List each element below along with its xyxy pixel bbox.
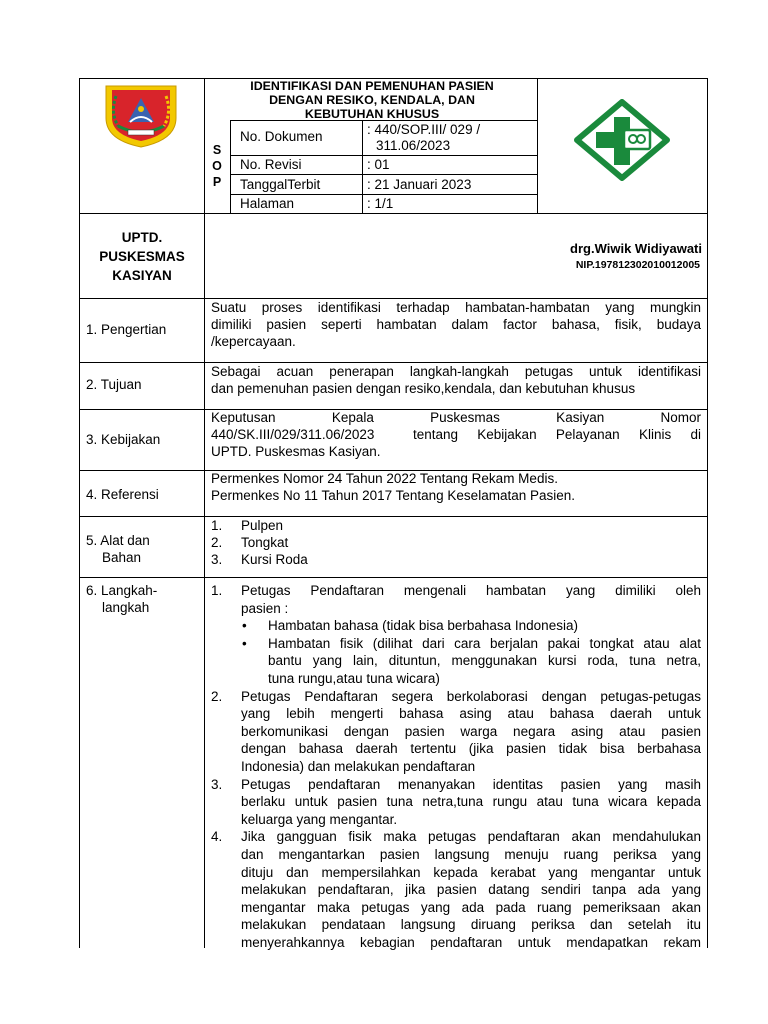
section-label-alat-bahan [86, 532, 150, 566]
text-line: dimiliki pasien seperti hambatan dalam factor bahasa, fisik, budaya [211, 316, 701, 332]
text-line: melakukan pendataan langsung diruang periksa dan setelah itu [241, 917, 701, 933]
text-line: berlaku untuk pasien tuna netra,tuna rungu atau tuna wicara kepada [241, 794, 701, 810]
text-line: dan pemenuhan pasien dengan resiko,kendala, dan kebutuhan khusus [211, 380, 636, 396]
title-line: DENGAN RESIKO, KENDALA, DAN [269, 93, 475, 107]
meta-row-line [230, 194, 537, 195]
list-item [211, 552, 701, 569]
section-label-tujuan: 2. Tujuan [86, 377, 142, 392]
title-line: KEBUTUHAN KHUSUS [304, 107, 440, 121]
text-line: tuna rungu,atau tuna wicara) [268, 670, 440, 686]
label-line: 6. Langkah- [86, 583, 158, 598]
text-line: 440/SK.III/029/311.06/2023 tentang Kebijakan Pelayanan Klinis di [211, 426, 701, 442]
list-number: 1. [211, 518, 223, 533]
step-item [211, 688, 701, 776]
section-content-langkah [211, 582, 701, 951]
section-label-referensi: 4. Referensi [86, 487, 159, 502]
text-line: dan mengantarkan pasien langsung menuju ruang periksa yang [241, 846, 701, 862]
text-line: berkomunikasi dengan pasien warga negara asing atau pasien [241, 723, 701, 739]
text-line: keluarga yang mengantar. [241, 811, 398, 827]
row-line [79, 516, 708, 517]
list-text: Pulpen [241, 518, 284, 533]
section-content-pengertian [211, 300, 701, 350]
meta-value-halaman: : 1/1 [367, 196, 394, 211]
text-line: UPTD. Puskesmas Kasiyan. [211, 443, 381, 459]
signer-name: drg.Wiwik Widiyawati [570, 241, 702, 256]
meta-label-no-revisi: No. Revisi [240, 157, 302, 172]
sop-divider [230, 120, 231, 213]
column-divider [204, 78, 205, 948]
org-line: KASIYAN [112, 268, 172, 283]
meta-label-no-dokumen: No. Dokumen [240, 129, 323, 144]
step-number: 2. [211, 688, 223, 704]
list-text: Tongkat [241, 534, 289, 550]
org-line: UPTD. [121, 230, 163, 245]
puskesmas-logo-icon [572, 99, 672, 186]
signer-nip: NIP.197812302010012005 [575, 259, 700, 271]
text-line: Petugas Pendaftaran segera berkolaborasi dengan petugas-petugas [241, 688, 701, 704]
section-content-alat-bahan [211, 518, 701, 568]
row-line [79, 577, 708, 578]
regional-emblem-icon [100, 82, 182, 153]
text-line: Indonesia) dan melakukan pendaftaran [241, 758, 476, 774]
sop-letter: P [212, 175, 222, 189]
table-right-border [707, 78, 708, 948]
meta-value-no-dokumen [367, 122, 480, 154]
sop-letter: S [212, 143, 222, 157]
meta-row-line [230, 155, 537, 156]
text-line: pasien : [241, 600, 289, 616]
bullet-icon: • [242, 618, 247, 634]
text-line: Petugas pendaftaran menanyakan identitas pasien yang masih [241, 776, 701, 792]
text-line: Sebagai acuan penerapan langkah-langkah petugas untuk identifikasi [211, 364, 701, 379]
text-line: yang lebih mengerti bahasa asing atau bahasa daerah untuk [241, 706, 701, 722]
text-line: bantu yang lain, dituntun, menggunakan kursi roda, tuna netra, [268, 653, 701, 669]
organization-name [80, 228, 204, 285]
text-line: Hambatan bahasa (tidak bisa berbahasa Indonesia) [268, 618, 578, 634]
text-line: Keputusan Kepala Puskesmas Kasiyan Nomor [211, 410, 701, 425]
header-bottom-line [79, 213, 708, 214]
list-item [211, 535, 701, 552]
label-line: 5. Alat dan [86, 533, 150, 548]
text-line: Permenkes No 11 Tahun 2017 Tentang Keselamatan Pasien. [211, 487, 575, 503]
row-line [79, 362, 708, 363]
row-line [79, 298, 708, 299]
bullet-icon: • [242, 635, 247, 651]
logo-column-divider [537, 78, 538, 213]
text-line: Permenkes Nomor 24 Tahun 2022 Tentang Rekam Medis. [211, 471, 558, 486]
sop-letter: O [212, 159, 222, 173]
text-line: Suatu proses identifikasi terhadap hambatan-hambatan yang mungkin [211, 300, 701, 315]
meta-label-halaman: Halaman [240, 196, 295, 211]
text-line: /kepercayaan. [211, 333, 296, 349]
title-line: IDENTIFIKASI DAN PEMENUHAN PASIEN [250, 79, 494, 93]
bullet-item [211, 617, 701, 635]
meta-label-tanggal-terbit: TanggalTerbit [240, 177, 321, 192]
step-number: 1. [211, 583, 223, 598]
list-number: 3. [211, 551, 223, 567]
list-item [211, 518, 701, 535]
text-line: melakukan pendaftaran, jika pasien datang sendiri tanpa ada yang [241, 882, 701, 898]
bullet-item [211, 635, 701, 688]
step-number: 3. [211, 776, 223, 792]
step-item [211, 828, 701, 951]
list-text: Kursi Roda [241, 551, 308, 567]
text-line: Hambatan fisik (dilihat dari cara berjalan pakai tongkat atau alat [268, 635, 701, 651]
meta-col-divider [362, 120, 363, 213]
text-line: Jika gangguan fisik maka petugas pendaftaran akan mendahulukan [241, 829, 701, 845]
meta-row-line [230, 174, 537, 175]
section-content-referensi [211, 471, 701, 505]
section-label-langkah [86, 582, 157, 616]
meta-value-line: : 440/SOP.III/ 029 / [367, 122, 481, 137]
meta-value-line: 311.06/2023 [376, 138, 451, 153]
section-label-kebijakan: 3. Kebijakan [86, 432, 161, 447]
document-title [208, 79, 536, 121]
meta-value-tanggal-terbit: : 21 Januari 2023 [367, 177, 472, 192]
section-content-tujuan [211, 364, 701, 398]
meta-value-no-revisi: : 01 [367, 157, 390, 172]
step-item [211, 582, 701, 617]
step-item [211, 776, 701, 829]
org-line: PUSKESMAS [99, 249, 185, 264]
list-number: 2. [211, 534, 223, 550]
step-number: 4. [211, 829, 223, 845]
label-line: Bahan [102, 550, 142, 565]
section-label-pengertian: 1. Pengertian [86, 322, 167, 337]
text-line: dituju dan mempersilahkan kepada kerabat yang mengantar untuk [241, 864, 701, 880]
text-line: dengan bahasa daerah tertentu (jika pasien tidak bisa berbahasa [241, 741, 701, 757]
table-left-border [79, 78, 80, 948]
section-content-kebijakan [211, 410, 701, 460]
label-line: langkah [102, 600, 150, 615]
text-line: menyerahkannya kebagian pendaftaran untuk mendapatkan rekam [241, 934, 701, 950]
text-line: mengantar maka petugas yang ada pada ruang pemeriksaan akan [241, 899, 701, 915]
text-line: Petugas Pendaftaran mengenali hambatan yang dimiliki oleh [241, 583, 701, 598]
